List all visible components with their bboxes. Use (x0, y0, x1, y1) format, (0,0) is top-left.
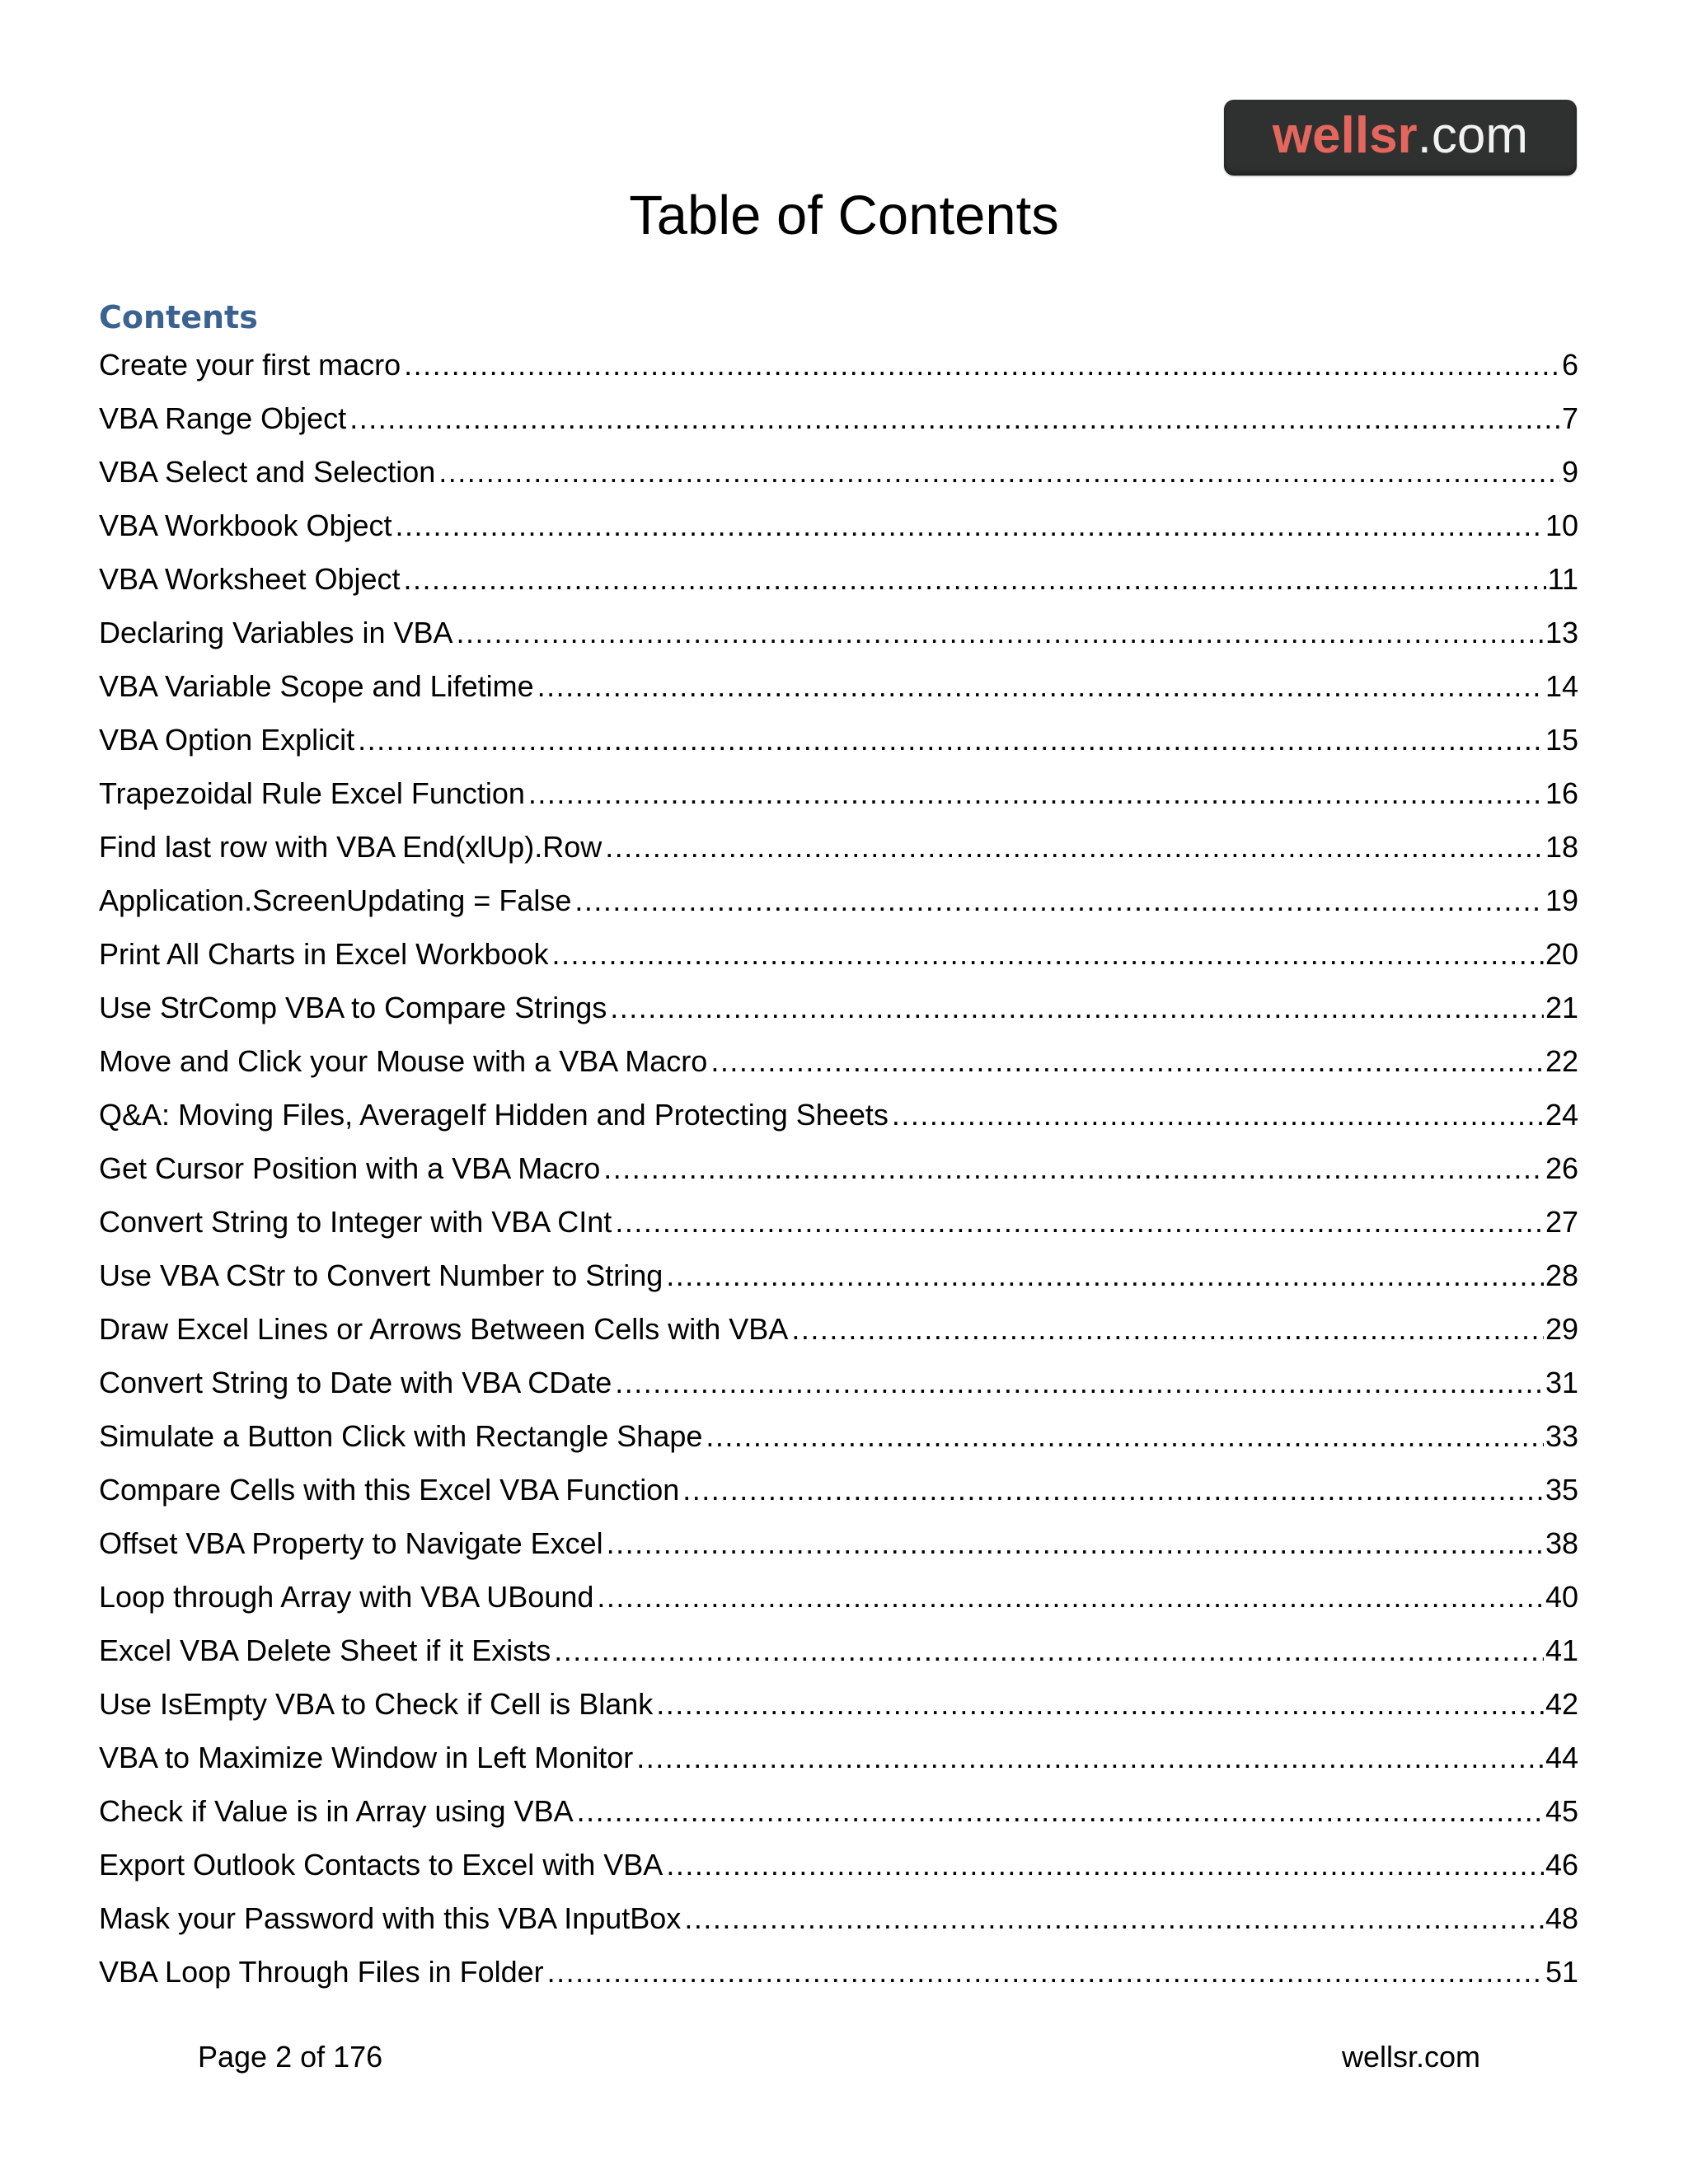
toc-dot-leader (610, 988, 1544, 1028)
toc-entry-page-number[interactable]: 7 (1561, 401, 1578, 435)
toc-entry[interactable] (99, 1363, 1578, 1417)
toc-entry-title[interactable]: Loop through Array with VBA UBound (99, 1580, 594, 1614)
toc-dot-leader (892, 1095, 1544, 1135)
toc-dot-leader (666, 1845, 1544, 1885)
toc-dot-leader (404, 560, 1546, 599)
toc-entry-page-number[interactable]: 15 (1545, 723, 1578, 757)
toc-dot-leader (552, 935, 1544, 974)
toc-entry-title[interactable]: VBA Workbook Object (99, 509, 392, 542)
toc-entry-page-number[interactable]: 10 (1545, 509, 1578, 542)
toc-entry-title[interactable]: VBA Variable Scope and Lifetime (99, 669, 534, 703)
toc-entry-page-number[interactable]: 40 (1545, 1580, 1578, 1614)
toc-entry-title[interactable]: Draw Excel Lines or Arrows Between Cells with VBA (99, 1312, 789, 1346)
toc-dot-leader (636, 1738, 1544, 1778)
toc-entry-title[interactable]: VBA to Maximize Window in Left Monitor (99, 1741, 634, 1774)
toc-entry-page-number[interactable]: 42 (1545, 1687, 1578, 1721)
toc-entry-page-number[interactable]: 31 (1545, 1366, 1578, 1399)
toc-entry[interactable] (99, 452, 1578, 506)
footer-site: wellsr.com (1341, 2040, 1480, 2074)
footer-page-number: Page 2 of 176 (198, 2040, 383, 2074)
toc-entry-page-number[interactable]: 51 (1545, 1955, 1578, 1989)
toc-entry[interactable] (99, 1899, 1578, 1952)
toc-entry[interactable] (99, 1310, 1578, 1363)
toc-dot-leader (547, 1952, 1544, 1992)
toc-dot-leader (615, 1202, 1544, 1242)
toc-entry-title[interactable]: Convert String to Integer with VBA CInt (99, 1205, 612, 1239)
toc-entry-title[interactable]: Use VBA CStr to Convert Number to String (99, 1258, 663, 1292)
toc-entry-title[interactable]: Application.ScreenUpdating = False (99, 883, 572, 917)
toc-entry-page-number[interactable]: 38 (1545, 1526, 1578, 1560)
toc-entry[interactable] (99, 1095, 1578, 1149)
toc-entry[interactable] (99, 935, 1578, 988)
toc-entry-title[interactable]: Offset VBA Property to Navigate Excel (99, 1526, 603, 1560)
toc-entry[interactable] (99, 827, 1578, 881)
toc-entry-title[interactable]: Simulate a Button Click with Rectangle Shape (99, 1419, 703, 1453)
toc-entry-page-number[interactable]: 9 (1561, 455, 1578, 489)
toc-entry-title[interactable]: Convert String to Date with VBA CDate (99, 1366, 612, 1399)
toc-entry-title[interactable]: Export Outlook Contacts to Excel with VBA (99, 1848, 663, 1882)
toc-entry-page-number[interactable]: 20 (1545, 937, 1578, 971)
toc-dot-leader (438, 452, 1560, 492)
toc-entry[interactable] (99, 506, 1578, 560)
toc-entry-title[interactable]: VBA Select and Selection (99, 455, 436, 489)
toc-entry-title[interactable]: Trapezoidal Rule Excel Function (99, 776, 525, 810)
toc-dot-leader (605, 827, 1544, 867)
toc-entry[interactable] (99, 1042, 1578, 1095)
toc-dot-leader (682, 1470, 1544, 1510)
toc-dot-leader (603, 1149, 1544, 1188)
toc-entry[interactable] (99, 1524, 1578, 1577)
table-of-contents (99, 345, 1578, 2006)
toc-entry[interactable] (99, 1738, 1578, 1792)
toc-entry-page-number[interactable]: 46 (1545, 1848, 1578, 1882)
toc-entry-title[interactable]: Find last row with VBA End(xlUp).Row (99, 830, 603, 864)
page-title: Table of Contents (629, 185, 1059, 246)
toc-entry-page-number[interactable]: 45 (1545, 1794, 1578, 1828)
toc-dot-leader (396, 506, 1544, 546)
toc-entry-page-number[interactable]: 27 (1545, 1205, 1578, 1239)
toc-entry[interactable] (99, 399, 1578, 452)
wellsr-logo (1224, 100, 1577, 176)
toc-entry-page-number[interactable]: 29 (1545, 1312, 1578, 1346)
toc-entry-title[interactable]: Use IsEmpty VBA to Check if Cell is Blank (99, 1687, 654, 1721)
toc-dot-leader (791, 1310, 1544, 1349)
toc-dot-leader (656, 1685, 1544, 1724)
toc-entry-title[interactable]: Get Cursor Position with a VBA Macro (99, 1151, 601, 1185)
toc-entry[interactable] (99, 1952, 1578, 2006)
toc-dot-leader (358, 720, 1544, 760)
toc-entry-page-number[interactable]: 11 (1547, 562, 1578, 596)
toc-entry-page-number[interactable]: 6 (1561, 348, 1578, 382)
toc-dot-leader (574, 881, 1544, 921)
toc-entry[interactable] (99, 1256, 1578, 1310)
toc-entry-title[interactable]: Print All Charts in Excel Workbook (99, 937, 549, 971)
toc-entry-title[interactable]: Use StrComp VBA to Compare Strings (99, 991, 607, 1024)
toc-dot-leader (554, 1631, 1544, 1671)
toc-entry-page-number[interactable]: 13 (1545, 616, 1578, 649)
toc-entry-title[interactable]: Create your first macro (99, 348, 401, 382)
contents-heading: Contents (99, 299, 258, 335)
toc-entry[interactable] (99, 1470, 1578, 1524)
toc-dot-leader (710, 1042, 1544, 1081)
toc-entry[interactable] (99, 1845, 1578, 1899)
toc-entry[interactable] (99, 1149, 1578, 1202)
toc-entry-page-number[interactable]: 22 (1545, 1044, 1578, 1078)
toc-entry-page-number[interactable]: 35 (1545, 1473, 1578, 1507)
toc-entry-page-number[interactable]: 26 (1545, 1151, 1578, 1185)
toc-entry[interactable] (99, 667, 1578, 720)
toc-entry[interactable] (99, 1631, 1578, 1685)
toc-entry[interactable] (99, 881, 1578, 935)
toc-entry-title[interactable]: Mask your Password with this VBA InputBox (99, 1901, 682, 1935)
toc-entry-page-number[interactable]: 21 (1545, 991, 1578, 1024)
toc-entry-page-number[interactable]: 33 (1545, 1419, 1578, 1453)
toc-entry[interactable] (99, 1417, 1578, 1470)
toc-entry-title[interactable]: Compare Cells with this Excel VBA Function (99, 1473, 680, 1507)
toc-entry[interactable] (99, 613, 1578, 667)
toc-entry-title[interactable]: VBA Worksheet Object (99, 562, 401, 596)
toc-entry-page-number[interactable]: 48 (1545, 1901, 1578, 1935)
toc-entry-page-number[interactable]: 18 (1545, 830, 1578, 864)
toc-dot-leader (349, 399, 1560, 438)
toc-entry-title[interactable]: Declaring Variables in VBA (99, 616, 453, 649)
toc-entry-title[interactable]: Q&A: Moving Files, AverageIf Hidden and Protecting Sheets (99, 1098, 889, 1132)
logo-domain-text: .com (1417, 107, 1529, 164)
toc-entry-title[interactable]: Check if Value is in Array using VBA (99, 1794, 574, 1828)
toc-entry[interactable] (99, 988, 1578, 1042)
toc-dot-leader (684, 1899, 1544, 1938)
toc-entry-title[interactable]: VBA Loop Through Files in Folder (99, 1955, 544, 1989)
toc-dot-leader (537, 667, 1544, 706)
logo-brand-text: wellsr (1272, 107, 1418, 164)
toc-entry[interactable] (99, 1202, 1578, 1256)
toc-dot-leader (666, 1256, 1544, 1296)
toc-entry[interactable] (99, 720, 1578, 774)
toc-dot-leader (615, 1363, 1544, 1403)
toc-entry-page-number[interactable]: 19 (1545, 883, 1578, 917)
toc-entry-title[interactable]: VBA Range Object (99, 401, 347, 435)
toc-entry-page-number[interactable]: 41 (1545, 1633, 1578, 1667)
toc-entry[interactable] (99, 1792, 1578, 1845)
toc-entry-page-number[interactable]: 44 (1545, 1741, 1578, 1774)
toc-entry-page-number[interactable]: 14 (1545, 669, 1578, 703)
toc-entry[interactable] (99, 1685, 1578, 1738)
toc-entry-title[interactable]: Excel VBA Delete Sheet if it Exists (99, 1633, 551, 1667)
toc-entry[interactable] (99, 345, 1578, 399)
toc-entry-title[interactable]: Move and Click your Mouse with a VBA Macro (99, 1044, 708, 1078)
toc-dot-leader (706, 1417, 1544, 1456)
toc-entry[interactable] (99, 774, 1578, 827)
toc-entry-title[interactable]: VBA Option Explicit (99, 723, 355, 757)
toc-dot-leader (404, 345, 1560, 385)
toc-dot-leader (528, 774, 1544, 813)
toc-dot-leader (457, 613, 1544, 653)
toc-dot-leader (607, 1524, 1544, 1563)
toc-entry[interactable] (99, 560, 1578, 613)
toc-entry-page-number[interactable]: 24 (1545, 1098, 1578, 1132)
toc-dot-leader (597, 1577, 1544, 1617)
toc-entry-page-number[interactable]: 28 (1545, 1258, 1578, 1292)
toc-entry[interactable] (99, 1577, 1578, 1631)
toc-dot-leader (577, 1792, 1544, 1831)
toc-entry-page-number[interactable]: 16 (1545, 776, 1578, 810)
